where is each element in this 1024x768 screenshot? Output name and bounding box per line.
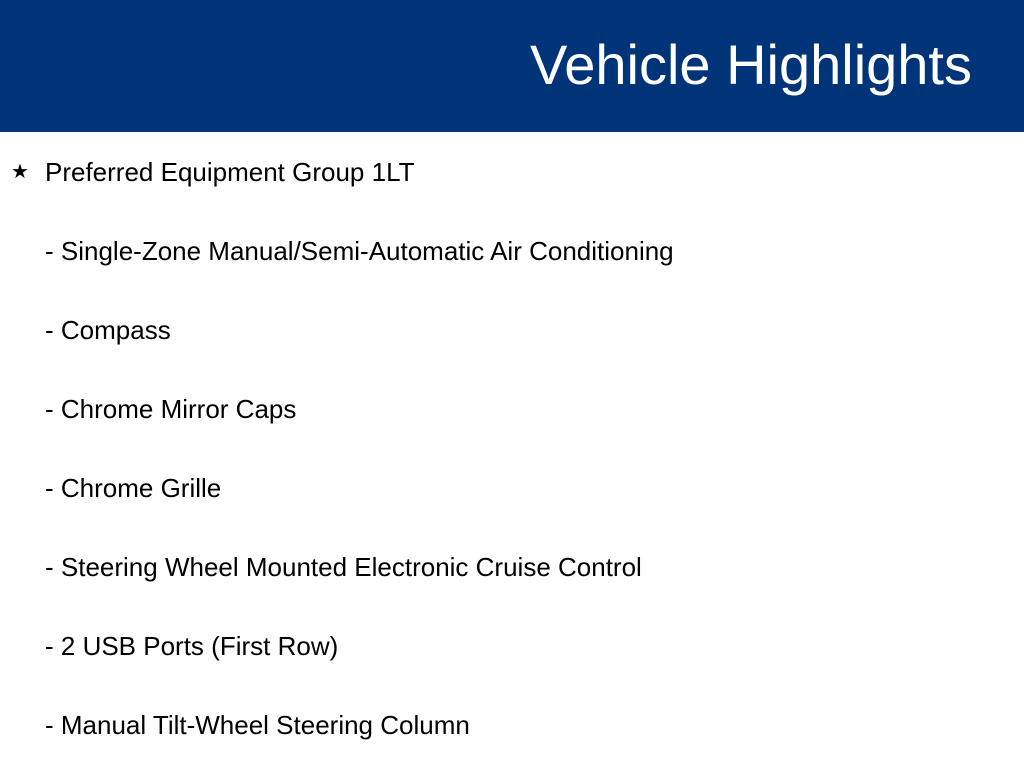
list-item-text: - Single-Zone Manual/Semi-Automatic Air Conditioning [45,236,674,266]
list-item [0,387,1024,466]
star-icon: ★ [11,161,29,183]
list-item [0,229,1024,308]
list-item [0,545,1024,624]
title-bar [0,0,1024,132]
list-item-text: - Compass [45,315,171,345]
slide-title: Vehicle Highlights [529,33,972,96]
list-item-text: - Chrome Grille [45,473,222,503]
list-item-text: - Chrome Mirror Caps [45,394,297,424]
list-item-text: - 2 USB Ports (First Row) [45,631,339,661]
list-item [0,703,1024,768]
list-item-text: - Steering Wheel Mounted Electronic Cruise Control [45,552,642,582]
list-item-text: - Manual Tilt-Wheel Steering Column [45,710,470,740]
list-item [0,466,1024,545]
list-item [0,150,1024,229]
list-item [0,308,1024,387]
list-item [0,624,1024,703]
list-item-text: Preferred Equipment Group 1LT [45,157,415,187]
highlights-list [0,150,1024,768]
